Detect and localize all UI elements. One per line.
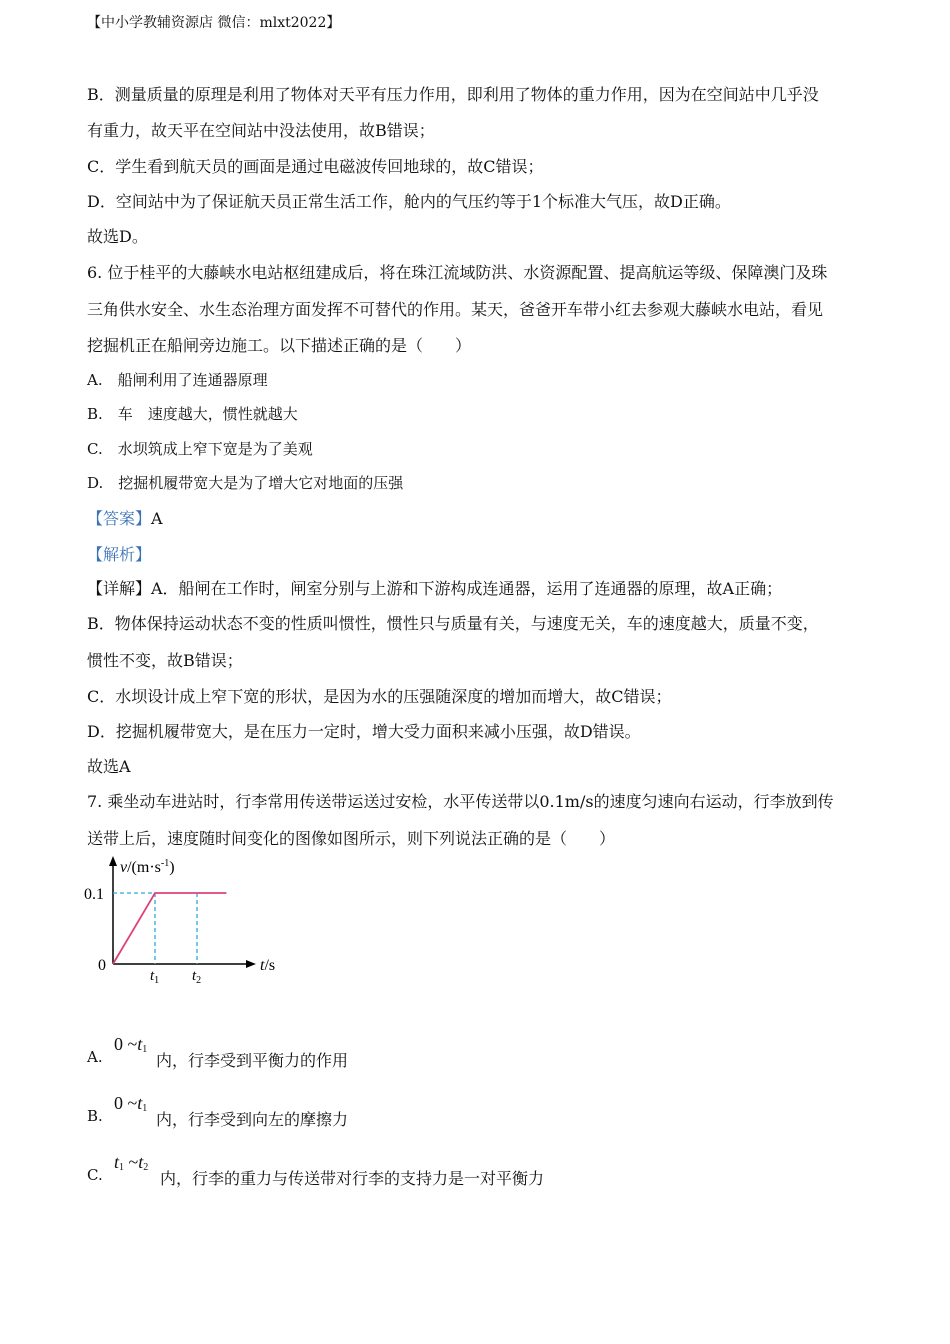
y-axis-label: $v/(m\cdot s^{-1})$ bbox=[120, 858, 175, 876]
option-b: B. 车 速度越大，惯性就越大 bbox=[87, 405, 298, 423]
question-6-line: 挖掘机正在船闸旁边施工。以下描述正确的是（ ） bbox=[87, 336, 472, 355]
y-axis-arrow bbox=[109, 856, 117, 866]
question-7-line: 送带上后，速度随时间变化的图像如图所示，则下列说法正确的是（ ） bbox=[87, 829, 616, 848]
plot-marks bbox=[113, 893, 226, 964]
option-d: D. 挖掘机履带宽大是为了增大它对地面的压强 bbox=[87, 474, 404, 492]
text-line: 有重力，故天平在空间站中没法使用，故B错误； bbox=[87, 121, 435, 140]
y-tick-label: 0.1 bbox=[84, 886, 104, 903]
detail-line: 惯性不变，故B错误； bbox=[87, 651, 243, 670]
question-7-line: 7. 乘坐动车进站时，行李常用传送带运送过安检，水平传送带以0.1m/s的速度匀速向右运动，行李放到传 bbox=[87, 792, 834, 811]
x-tick-label-t2: $t_2$ bbox=[192, 968, 202, 986]
x-axis-arrow bbox=[246, 960, 256, 968]
q7-option-c-text: 内，行李的重力与传送带对行李的支持力是一对平衡力 bbox=[160, 1169, 545, 1188]
text-line: 故选D。 bbox=[87, 227, 148, 246]
velocity-line bbox=[113, 893, 226, 964]
option-c: C. 水坝筑成上窄下宽是为了美观 bbox=[87, 440, 313, 458]
option-a: A. 船闸利用了连通器原理 bbox=[87, 371, 268, 389]
q7-option-a-math: 0 $\sim t_1$ bbox=[114, 1034, 148, 1055]
origin-label: 0 bbox=[98, 957, 106, 974]
q7-option-b-text: 内，行李受到向左的摩擦力 bbox=[156, 1110, 349, 1129]
question-6-line: 6. 位于桂平的大藤峡水电站枢纽建成后，将在珠江流域防洪、水资源配置、提高航运等级、保障澳门及珠 bbox=[87, 263, 828, 282]
answer-line bbox=[87, 506, 163, 529]
x-tick-label-t1: $t_1$ bbox=[150, 968, 160, 986]
detail-line: B．物体保持运动状态不变的性质叫惯性，惯性只与质量有关，与速度无关，车的速度越大，质量不变， bbox=[87, 614, 819, 633]
x-axis-label: t/s bbox=[260, 957, 276, 974]
analysis-tag: 【解析】 bbox=[87, 545, 152, 564]
text-line: B．测量质量的原理是利用了物体对天平有压力作用，即利用了物体的重力作用，因为在空间站中几乎没 bbox=[87, 85, 819, 104]
page-header: 【中小学教辅资源店 微信：mlxt2022】 bbox=[87, 15, 341, 31]
answer-value: A bbox=[151, 509, 163, 528]
q7-option-a: A. bbox=[87, 1048, 103, 1066]
detail-line: 【详解】A．船闸在工作时，闸室分别与上游和下游构成连通器，运用了连通器的原理，故A正确； bbox=[87, 579, 783, 598]
q7-option-c: C. bbox=[87, 1166, 103, 1184]
text-line: C．学生看到航天员的画面是通过电磁波传回地球的，故C错误； bbox=[87, 157, 544, 176]
question-6-line: 三角供水安全、水生态治理方面发挥不可替代的作用。某天，爸爸开车带小红去参观大藤峡水电站，看见 bbox=[87, 300, 824, 319]
q7-option-c-math: $t_1$ $\sim t_2$ bbox=[114, 1152, 149, 1173]
detail-line: D．挖掘机履带宽大，是在压力一定时，增大受力面积来减小压强，故D错误。 bbox=[87, 722, 641, 741]
q7-option-a-text: 内，行李受到平衡力的作用 bbox=[156, 1051, 349, 1070]
text-line: D．空间站中为了保证航天员正常生活工作，舱内的气压约等于1个标准大气压，故D正确。 bbox=[87, 192, 731, 211]
q7-option-b: B. bbox=[87, 1107, 103, 1125]
velocity-time-graph bbox=[80, 850, 300, 990]
detail-line: 故选A bbox=[87, 757, 131, 776]
detail-line: C．水坝设计成上窄下宽的形状，是因为水的压强随深度的增加而增大，故C错误； bbox=[87, 687, 672, 706]
answer-tag: 【答案】 bbox=[87, 509, 152, 528]
q7-option-b-math: 0 $\sim t_1$ bbox=[114, 1093, 148, 1114]
